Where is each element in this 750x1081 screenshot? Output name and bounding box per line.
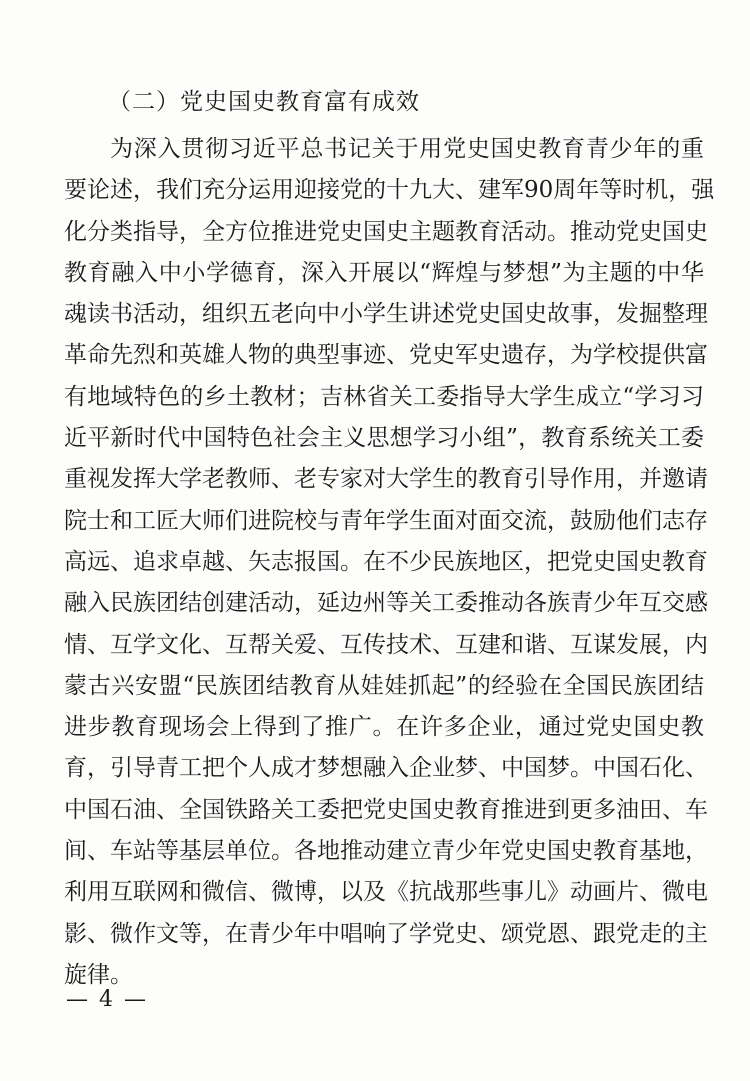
text-line: 融入民族团结创建活动，延边州等关工委推动各族青少年互交感 (64, 590, 708, 617)
text-line: 中国石油、全国铁路关工委把党史国史教育推进到更多油田、车 (64, 796, 708, 823)
text-line: 化分类指导，全方位推进党史国史主题教育活动。推动党史国史 (64, 218, 708, 245)
text-line: 魂读书活动，组织五老向中小学生讲述党史国史故事，发掘整理 (64, 301, 708, 328)
text-line: 进步教育现场会上得到了推广。在许多企业，通过党史国史教 (64, 714, 704, 741)
text-line: 高远、追求卓越、矢志报国。在不少民族地区，把党史国史教育 (64, 548, 708, 575)
section-heading: （二）党史国史教育富有成效 (108, 89, 420, 115)
text-line: 利用互联网和微信、微博，以及《抗战那些事儿》动画片、微电 (64, 879, 708, 906)
text-line: 近平新时代中国特色社会主义思想学习小组”，教育系统关工委 (64, 425, 704, 452)
text-line: 革命先烈和英雄人物的典型事迹、党史军史遗存，为学校提供富 (64, 342, 708, 369)
text-line: 旋律。 (64, 961, 133, 988)
page-number: — 4 — (66, 987, 148, 1012)
text-line: 院士和工匠大师们进院校与青年学生面对面交流，鼓励他们志存 (64, 507, 708, 534)
body-paragraph (64, 129, 715, 996)
text-line: 蒙古兴安盟“民族团结教育从娃娃抓起”的经验在全国民族团结 (64, 672, 704, 699)
text-line: 间、车站等基层单位。各地推动建立青少年党史国史教育基地， (64, 838, 708, 865)
text-line: 情、互学文化、互帮关爱、互传技术、互建和谐、互谋发展，内 (64, 631, 708, 658)
text-line: 重视发挥大学老教师、老专家对大学生的教育引导作用，并邀请 (64, 466, 708, 493)
text-line: 有地域特色的乡土教材；吉林省关工委指导大学生成立“学习习 (64, 383, 704, 410)
text-line: 教育融入中小学德育，深入开展以“辉煌与梦想”为主题的中华 (64, 259, 704, 286)
text-line: 为深入贯彻习近平总书记关于用党史国史教育青少年的重 (110, 136, 704, 162)
text-line: 影、微作文等，在青少年中唱响了学党史、颂党恩、跟党走的主 (64, 920, 708, 947)
text-line: 要论述，我们充分运用迎接党的十九大、建军90周年等时机，强 (64, 177, 715, 204)
text-line: 育，引导青工把个人成才梦想融入企业梦、中国梦。中国石化、 (64, 755, 708, 782)
